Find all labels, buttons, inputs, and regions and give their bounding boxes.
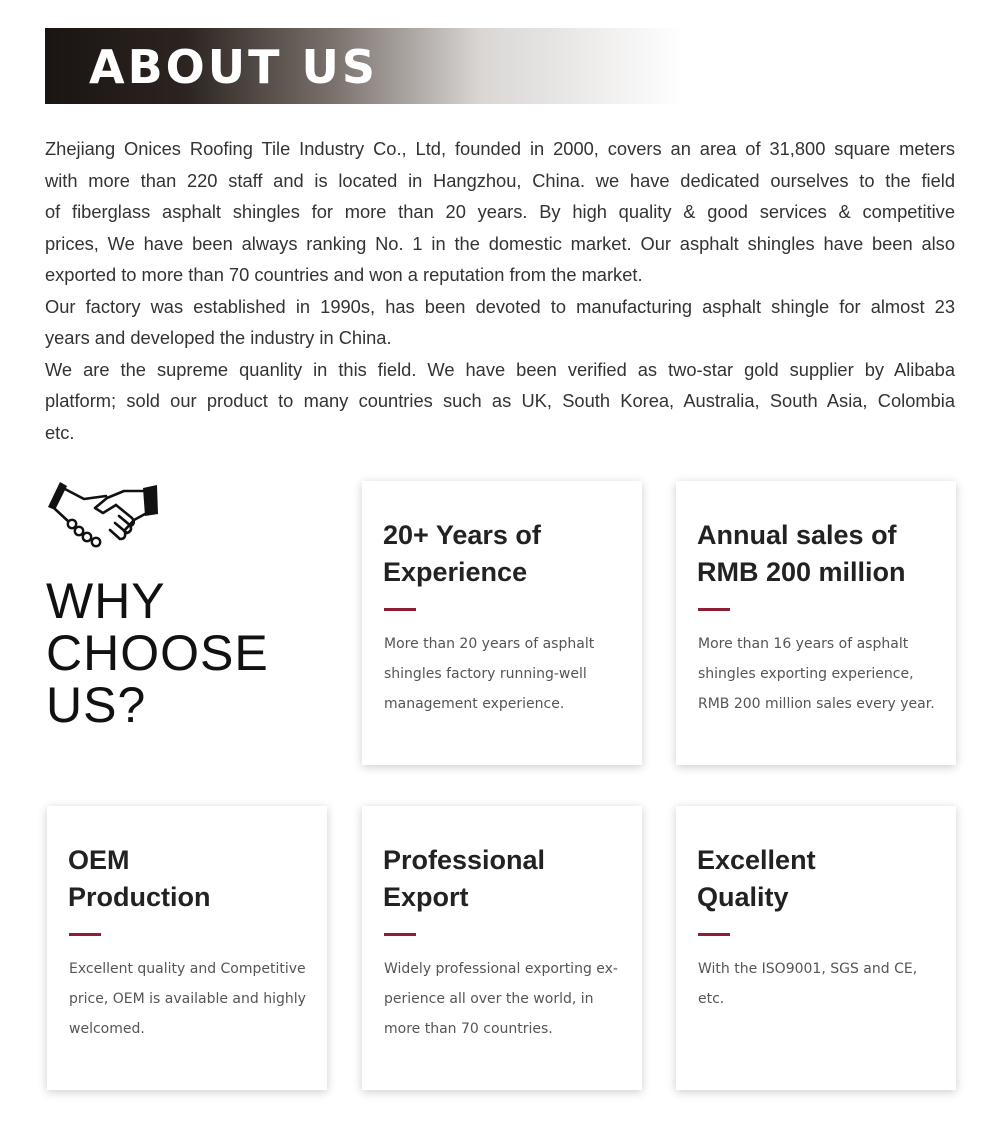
accent-divider	[698, 933, 730, 936]
card-description-line: perience all over the world, in	[384, 991, 594, 1007]
card-title	[68, 842, 318, 916]
card-description-line: Widely professional exporting ex-	[384, 961, 618, 977]
intro-line: prices, We have been always ranking No. 1 in the domestic market. Our asphalt shingles have been also	[45, 232, 955, 254]
company-introduction	[45, 133, 955, 448]
card-description-line: management experience.	[384, 696, 565, 712]
card-description	[69, 954, 319, 1044]
card-title-line: Quality	[697, 882, 789, 912]
about-us-banner	[45, 28, 685, 104]
intro-line: etc.	[45, 421, 75, 443]
card-description	[384, 629, 634, 719]
intro-paragraph-1	[45, 133, 955, 291]
card-description	[384, 954, 634, 1044]
feature-card-annual-sales	[676, 481, 956, 765]
intro-line: with more than 220 staff and is located in Hangzhou, China. we have dedicated ourselves to the field	[45, 169, 955, 191]
card-title	[697, 517, 947, 591]
feature-card-professional-export	[362, 806, 642, 1090]
intro-line: exported to more than 70 countries and won a reputation from the market.	[45, 264, 643, 285]
handshake-icon	[46, 478, 160, 548]
intro-line: Zhejiang Onices Roofing Tile Industry Co., Ltd, founded in 2000, covers an area of 31,800 square meters	[45, 138, 955, 159]
intro-line: We are the supreme quanlity in this field. We have been verified as two-star gold supplier by Alibaba	[45, 358, 955, 380]
card-description-line: more than 70 countries.	[384, 1021, 553, 1037]
card-description-line: More than 16 years of asphalt	[698, 636, 909, 652]
card-description-line: Excellent quality and Competitive	[69, 961, 306, 977]
card-description-line: welcomed.	[69, 1021, 145, 1037]
intro-line: of fiberglass asphalt shingles for more than 20 years. By high quality & good services & competitive	[45, 201, 955, 222]
card-description-line: RMB 200 million sales every year.	[698, 696, 935, 712]
accent-divider	[698, 608, 730, 611]
intro-paragraph-2	[45, 291, 955, 354]
accent-divider	[384, 933, 416, 936]
card-title-line: OEM	[68, 845, 130, 875]
heading-line: WHY	[46, 573, 166, 629]
card-title-line: Professional	[383, 845, 546, 875]
card-title-line: RMB 200 million	[697, 557, 906, 587]
intro-line: Our factory was established in 1990s, has been devoted to manufacturing asphalt shingle for almost 23	[45, 295, 955, 317]
feature-card-excellent-quality	[676, 806, 956, 1090]
card-title-line: Production	[68, 882, 211, 912]
card-title-line: Experience	[383, 557, 528, 587]
card-description	[698, 629, 948, 719]
why-choose-us-heading	[46, 575, 269, 731]
page-title: ABOUT US	[89, 40, 378, 94]
intro-paragraph-3	[45, 354, 955, 449]
card-description-line: shingles factory running-well	[384, 666, 587, 682]
heading-line: CHOOSE	[46, 625, 269, 681]
card-title	[383, 842, 633, 916]
card-title-line: 20+ Years of	[383, 520, 541, 550]
intro-line: platform; sold our product to many countries such as UK, South Korea, Australia, South Asia, Colombia	[45, 390, 955, 411]
card-description-line: With the ISO9001, SGS and CE,	[698, 961, 918, 977]
intro-line: years and developed the industry in China.	[45, 327, 392, 348]
accent-divider	[384, 608, 416, 611]
heading-line: US?	[46, 677, 147, 733]
card-description-line: etc.	[698, 991, 725, 1007]
card-description	[698, 954, 948, 1014]
card-description-line: More than 20 years of asphalt	[384, 636, 595, 652]
card-title	[383, 517, 633, 591]
card-description-line: price, OEM is available and highly	[69, 991, 306, 1007]
feature-card-experience	[362, 481, 642, 765]
card-description-line: shingles exporting experience,	[698, 666, 914, 682]
card-title-line: Export	[383, 882, 469, 912]
feature-card-oem-production	[47, 806, 327, 1090]
card-title	[697, 842, 947, 916]
accent-divider	[69, 933, 101, 936]
card-title-line: Annual sales of	[697, 520, 897, 550]
card-title-line: Excellent	[697, 845, 816, 875]
